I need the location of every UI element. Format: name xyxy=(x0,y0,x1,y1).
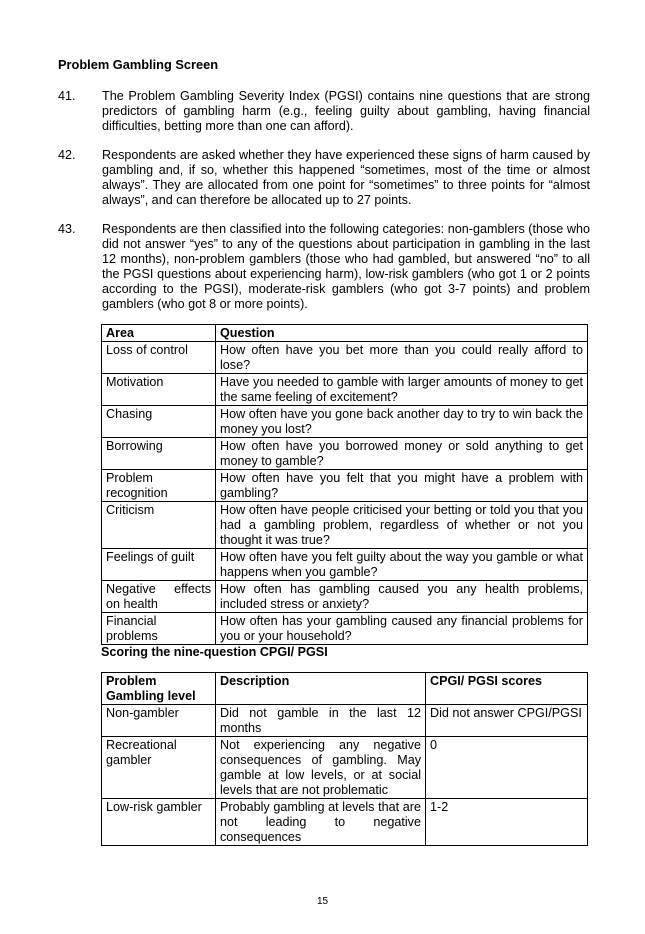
table-row xyxy=(102,374,588,406)
column-header: Question xyxy=(216,325,588,342)
table-row xyxy=(102,581,588,613)
level-cell: Low-risk gambler xyxy=(102,799,216,846)
table-row xyxy=(102,502,588,549)
area-cell: Criticism xyxy=(102,502,216,549)
pgsi-questions-table xyxy=(101,324,588,645)
area-cell: Negative effects on health xyxy=(102,581,216,613)
table-row xyxy=(102,470,588,502)
area-cell: Motivation xyxy=(102,374,216,406)
scoring-table xyxy=(101,672,588,846)
table-row xyxy=(102,737,588,799)
level-cell: Non-gambler xyxy=(102,705,216,737)
question-cell: Have you needed to gamble with larger amounts of money to get the same feeling of excitement? xyxy=(216,374,588,406)
table-header-row xyxy=(102,673,588,705)
area-cell: Financial problems xyxy=(102,613,216,645)
question-cell: How often has your gambling caused any financial problems for you or your household? xyxy=(216,613,588,645)
column-header: Problem Gambling level xyxy=(102,673,216,705)
paragraph-number: 41. xyxy=(58,89,76,103)
table-row xyxy=(102,406,588,438)
column-header: Description xyxy=(216,673,426,705)
score-cell: Did not answer CPGI/PGSI xyxy=(426,705,588,737)
table-row xyxy=(102,549,588,581)
paragraph-text: Respondents are asked whether they have experienced these signs of harm caused by gambling and, if so, whether this happened “sometimes, most of the time or almost always”. They are allocated from one point for “sometimes” to three points for “almost always”, and can therefore be allocated up to 27 points. xyxy=(102,148,590,207)
question-cell: How often have people criticised your betting or told you that you had a gambling problem, regardless of whether or not you thought it was true? xyxy=(216,502,588,549)
description-cell: Did not gamble in the last 12 months xyxy=(216,705,426,737)
score-cell: 0 xyxy=(426,737,588,799)
page-number: 15 xyxy=(316,896,329,907)
paragraph-text: Respondents are then classified into the following categories: non-gamblers (those who did not answer “yes” to any of the questions about participation in gambling in the last 12 months), non-problem gamblers (those who had gambled, but answered “no” to all the PGSI questions about experiencing harm), low-risk gamblers (who got 1 or 2 points according to the PGSI), moderate-risk gamblers (who got 3-7 points) and problem gamblers (who got 8 or more points). xyxy=(102,222,590,311)
question-cell: How often have you bet more than you could really afford to lose? xyxy=(216,342,588,374)
paragraph-number: 43. xyxy=(58,222,76,236)
paragraph-number: 42. xyxy=(58,148,76,162)
question-cell: How often have you borrowed money or sold anything to get money to gamble? xyxy=(216,438,588,470)
table-row xyxy=(102,799,588,846)
level-cell: Recreational gambler xyxy=(102,737,216,799)
score-cell: 1-2 xyxy=(426,799,588,846)
table-header-row xyxy=(102,325,588,342)
table-row xyxy=(102,705,588,737)
area-cell: Chasing xyxy=(102,406,216,438)
area-cell: Problem recognition xyxy=(102,470,216,502)
scoring-heading: Scoring the nine-question CPGI/ PGSI xyxy=(101,645,328,659)
question-cell: How often have you felt that you might have a problem with gambling? xyxy=(216,470,588,502)
area-cell: Feelings of guilt xyxy=(102,549,216,581)
table-row xyxy=(102,613,588,645)
description-cell: Probably gambling at levels that are not leading to negative consequences xyxy=(216,799,426,846)
description-cell: Not experiencing any negative consequences of gambling. May gamble at low levels, or at social levels that are not problematic xyxy=(216,737,426,799)
question-cell: How often has gambling caused you any health problems, included stress or anxiety? xyxy=(216,581,588,613)
column-header: Area xyxy=(102,325,216,342)
area-cell: Loss of control xyxy=(102,342,216,374)
question-cell: How often have you felt guilty about the way you gamble or what happens when you gamble? xyxy=(216,549,588,581)
question-cell: How often have you gone back another day to try to win back the money you lost? xyxy=(216,406,588,438)
table-row xyxy=(102,438,588,470)
area-cell: Borrowing xyxy=(102,438,216,470)
paragraph-text: The Problem Gambling Severity Index (PGSI) contains nine questions that are strong predictors of gambling harm (e.g., feeling guilty about gambling, having financial difficulties, betting more than one can afford). xyxy=(102,89,590,133)
section-heading: Problem Gambling Screen xyxy=(58,57,219,72)
table-row xyxy=(102,342,588,374)
column-header: CPGI/ PGSI scores xyxy=(426,673,588,705)
